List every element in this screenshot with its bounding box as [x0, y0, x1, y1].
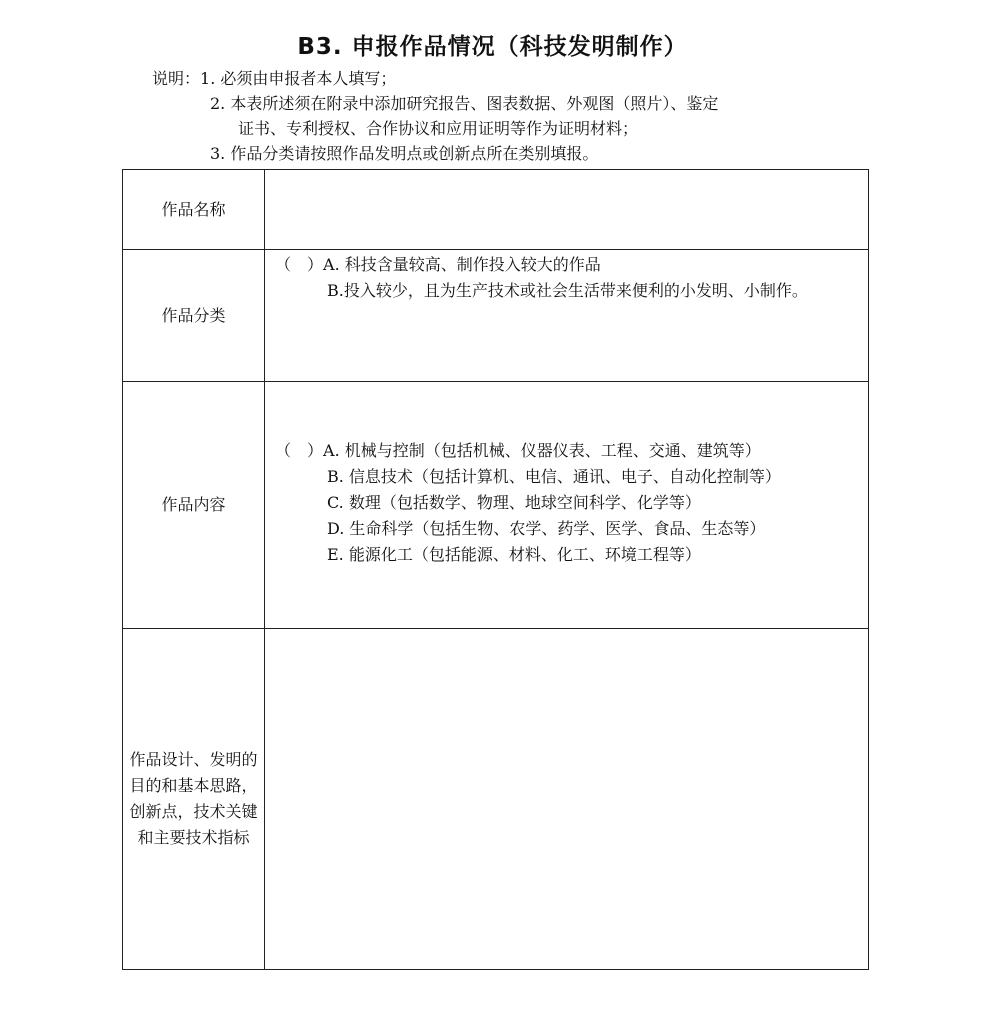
work-content-cell: [265, 382, 869, 629]
category-option-a-text: A. 科技含量较高、制作投入较大的作品: [323, 255, 601, 274]
category-checkbox[interactable]: （ ）: [275, 255, 324, 274]
work-category-label: 作品分类: [123, 250, 265, 382]
work-content-label: 作品内容: [123, 382, 265, 629]
work-name-label: 作品名称: [123, 170, 265, 250]
instruction-line-1: [152, 66, 872, 91]
instructions: [152, 66, 872, 166]
row-work-content: [123, 382, 869, 629]
application-form-table: [122, 169, 869, 970]
instructions-label: 说明：: [152, 69, 201, 88]
category-options: [265, 250, 868, 304]
work-design-field[interactable]: [265, 629, 869, 970]
work-category-cell: [265, 250, 869, 382]
instruction-line-3: 3. 作品分类请按照作品发明点或创新点所在类别填报。: [210, 144, 599, 163]
content-option-b: B. 信息技术（包括计算机、电信、通讯、电子、自动化控制等）: [327, 467, 781, 486]
content-option-a-text: A. 机械与控制（包括机械、仪器仪表、工程、交通、建筑等）: [323, 441, 761, 460]
category-option-a: [275, 252, 868, 278]
instruction-line-2-cont: 证书、专利授权、合作协议和应用证明等作为证明材料；: [238, 119, 639, 138]
work-design-label: 作品设计、发明的目的和基本思路，创新点，技术关键和主要技术指标: [123, 629, 265, 970]
work-name-field[interactable]: [265, 170, 869, 250]
content-option-e: E. 能源化工（包括能源、材料、化工、环境工程等）: [327, 545, 701, 564]
content-option-c: C. 数理（包括数学、物理、地球空间科学、化学等）: [327, 493, 701, 512]
content-options: [265, 382, 868, 568]
category-option-b: B.投入较少，且为生产技术或社会生活带来便利的小发明、小制作。: [327, 281, 808, 300]
row-work-name: [123, 170, 869, 250]
content-option-d: D. 生命科学（包括生物、农学、药学、医学、食品、生态等）: [327, 519, 766, 538]
instruction-item-1: 1. 必须由申报者本人填写；: [200, 69, 397, 88]
row-work-category: [123, 250, 869, 382]
content-checkbox[interactable]: （ ）: [275, 441, 324, 460]
page-title: B3. 申报作品情况（科技发明制作）: [297, 34, 688, 60]
content-option-a: [275, 438, 868, 464]
instruction-line-2: 2. 本表所述须在附录中添加研究报告、图表数据、外观图（照片）、鉴定: [210, 94, 719, 113]
row-work-design: [123, 629, 869, 970]
